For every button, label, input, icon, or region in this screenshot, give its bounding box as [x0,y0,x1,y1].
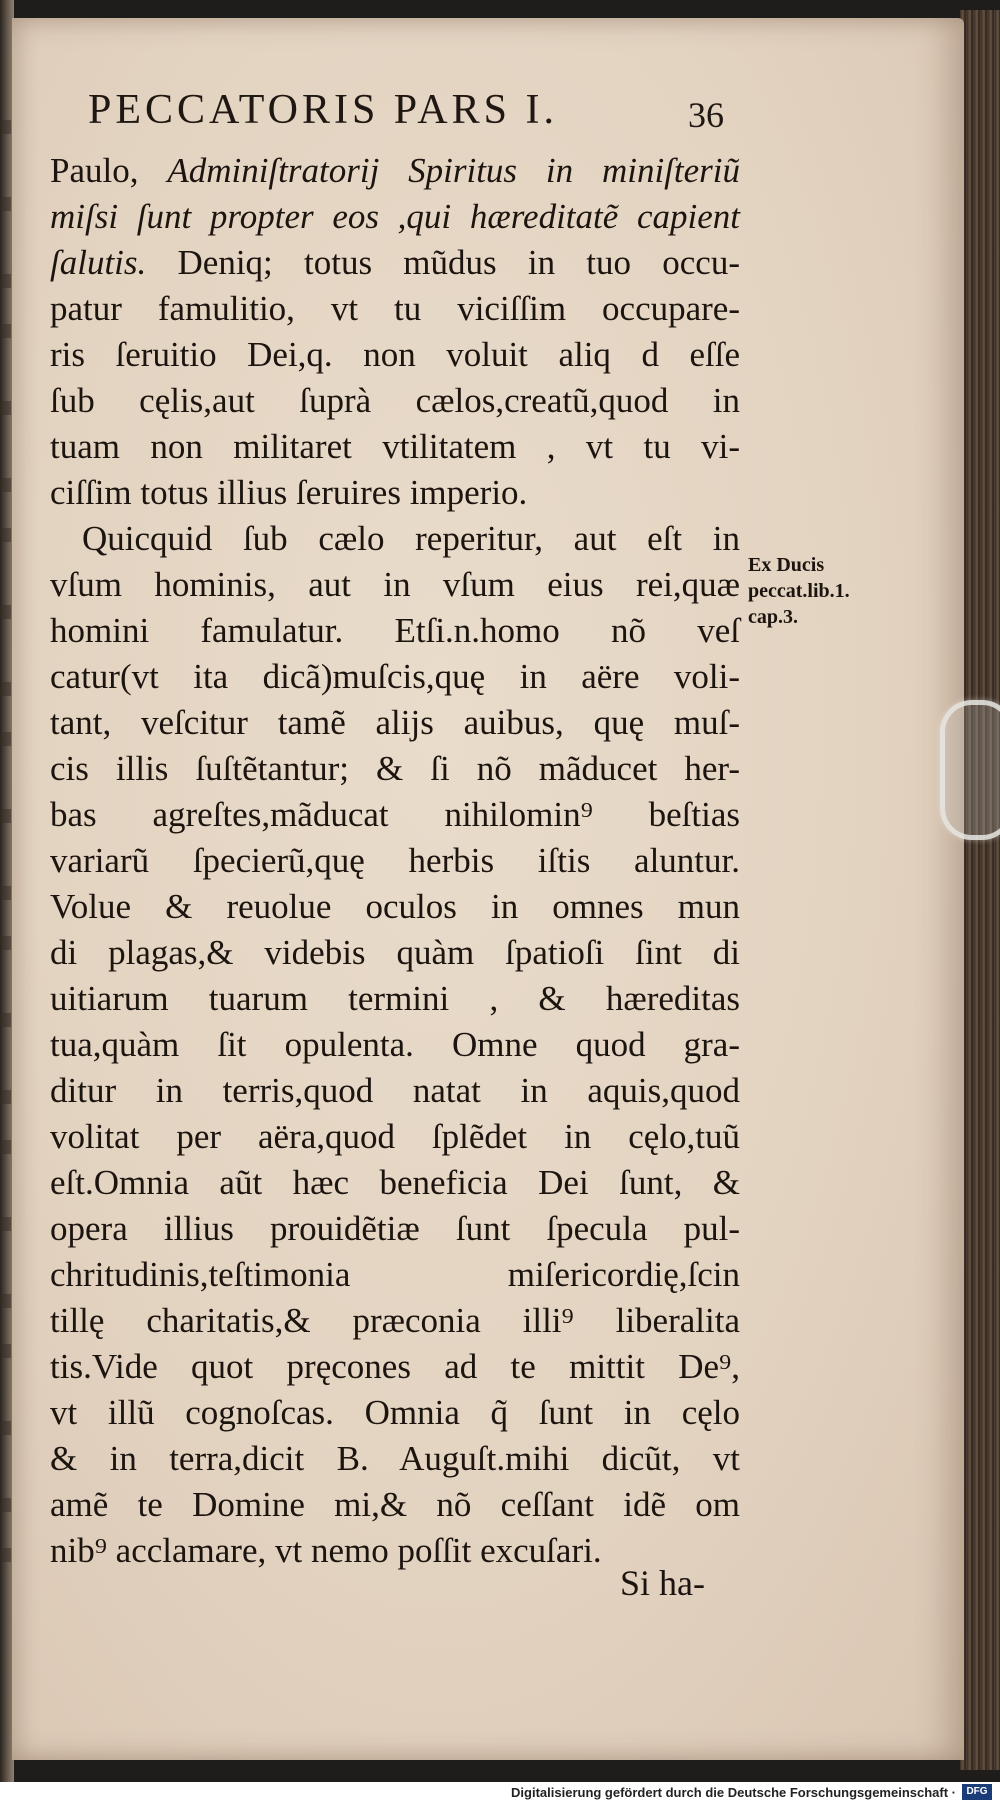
marginal-note-line: Ex Ducis [748,554,825,576]
text-run: di plagas,& videbis quàm ſpatioſi ſint di [50,933,740,972]
text-run: patur famulitio, vt tu viciſſim occupare- [50,289,740,328]
text-run: nib⁹ acclamare, vt nemo poſſit excuſari. [50,1531,602,1570]
text-line [50,976,740,1022]
text-line [50,378,740,424]
text-run: Quicquid ſub cælo reperitur, aut eſt in [82,519,740,558]
gutter-mark [2,401,11,415]
text-line [50,1022,740,1068]
gutter-mark [2,682,11,696]
gutter-mark [2,1498,11,1512]
text-line [50,1206,740,1252]
text-line [50,746,740,792]
page-number: 36 [688,95,724,135]
text-line [50,516,740,562]
text-run: ſub cęlis,aut ſuprà cælos,creatũ,quod in [50,381,740,420]
text-run: ciſſim totus illius ſeruires imperio. [50,473,528,512]
text-run: ris ſeruitio Dei,q. non voluit aliq d eſſe [50,335,740,374]
text-line [50,608,740,654]
body-text [50,148,740,1574]
marginal-note-line: peccat.lib.1. [748,580,850,602]
marginal-note-line: cap.3. [748,606,798,628]
text-line [50,1482,740,1528]
gutter-mark [2,324,11,338]
text-run: tuam non militaret vtilitatem , vt tu vi- [50,427,740,466]
text-line [50,884,740,930]
text-line [50,700,740,746]
text-run: Paulo, [50,151,168,190]
text-run: tua,quàm ſit opulenta. Omne quod gra- [50,1025,740,1064]
gutter-mark [2,1548,11,1562]
text-line [50,332,740,378]
gutter-mark [2,1217,11,1231]
gutter-mark [2,1344,11,1358]
gutter-mark [2,1090,11,1104]
text-run: vt illũ cognoſcas. Omnia q̃ ſunt in cęlo [50,1393,740,1432]
text-run: cis illis ſuſtẽtantur; & ſi nõ mãducet her- [50,749,740,788]
text-run: homini famulatur. Etſi.n.homo nõ veſ [50,611,740,650]
text-line [50,424,740,470]
gutter-mark [2,528,11,542]
text-run: uitiarum tuarum termini , & hæreditas [50,979,740,1018]
text-line [50,240,740,286]
gutter-mark [2,809,11,823]
gutter-mark [2,936,11,950]
text-line [50,1252,740,1298]
text-run: volitat per aëra,quod ſplẽdet in cęlo,tuũ [50,1117,740,1156]
marginal-note [748,552,908,630]
text-run: ditur in terris,quod natat in aquis,quod [50,1071,740,1110]
text-run: Volue & reuolue oculos in omnes mun [50,887,740,926]
text-run: tis.Vide quot pręcones ad te mittit De⁹, [50,1347,740,1386]
gutter-mark [2,605,11,619]
gutter-mark [2,274,11,288]
running-head: PECCATORIS PARS I. [88,87,558,133]
italic-quotation: miſsi ſunt propter eos ,qui hæreditatẽ capient [50,197,740,236]
gutter-mark [2,1013,11,1027]
italic-quotation: Adminiſtratorij Spiritus in miniſteriũ [167,151,741,190]
digitization-credit: Digitalisierung gefördert durch die Deutsche Forschungsgemeinschaft · [511,1785,956,1800]
text-line [50,1436,740,1482]
italic-quotation: ſalutis. [50,243,147,282]
text-line [50,930,740,976]
text-run: amẽ te Domine mi,& nõ ceſſant idẽ om [50,1485,740,1524]
text-line [50,1298,740,1344]
text-line [50,1160,740,1206]
gutter-mark [2,1421,11,1435]
paper-clip-icon [940,700,1000,840]
text-line [50,838,740,884]
dfg-logo: DFG [962,1784,992,1800]
text-line [50,1390,740,1436]
gutter-mark [2,886,11,900]
text-run: Deniq; totus mũdus in tuo occu- [146,243,740,282]
gutter-mark [2,1294,11,1308]
text-run: tant, veſcitur tamẽ alijs auibus, quę muſ- [50,703,740,742]
text-run: tillę charitatis,& præconia illi⁹ liberalita [50,1301,740,1340]
book-page-edges [960,10,1000,1770]
text-line [50,562,740,608]
gutter-mark [2,478,11,492]
text-line [50,792,740,838]
gutter-mark [2,1140,11,1154]
text-run: variarũ ſpecierũ,quę herbis iſtis aluntur. [50,841,740,880]
text-line [50,1344,740,1390]
text-line [50,1068,740,1114]
text-run: eſt.Omnia aũt hæc beneficia Dei ſunt, & [50,1163,740,1202]
text-run: bas agreſtes,mãducat nihilomin⁹ beſtias [50,795,740,834]
text-line [50,1114,740,1160]
text-line [50,654,740,700]
text-line [50,148,740,194]
gutter-mark [2,197,11,211]
text-run: & in terra,dicit B. Auguſt.mihi dicũt, vt [50,1439,740,1478]
catchword: Si ha- [620,1563,705,1603]
text-run: opera illius prouidẽtiæ ſunt ſpecula pul- [50,1209,740,1248]
text-line [50,470,740,516]
text-line [50,286,740,332]
text-run: catur(vt ita dicã)muſcis,quę in aëre voli- [50,657,740,696]
gutter-mark [2,732,11,746]
text-run: chritudinis,teſtimonia miſericordię,ſcin [50,1255,740,1294]
text-line [50,194,740,240]
text-run: vſum hominis, aut in vſum eius rei,quæ [50,565,740,604]
gutter-mark [2,120,11,134]
